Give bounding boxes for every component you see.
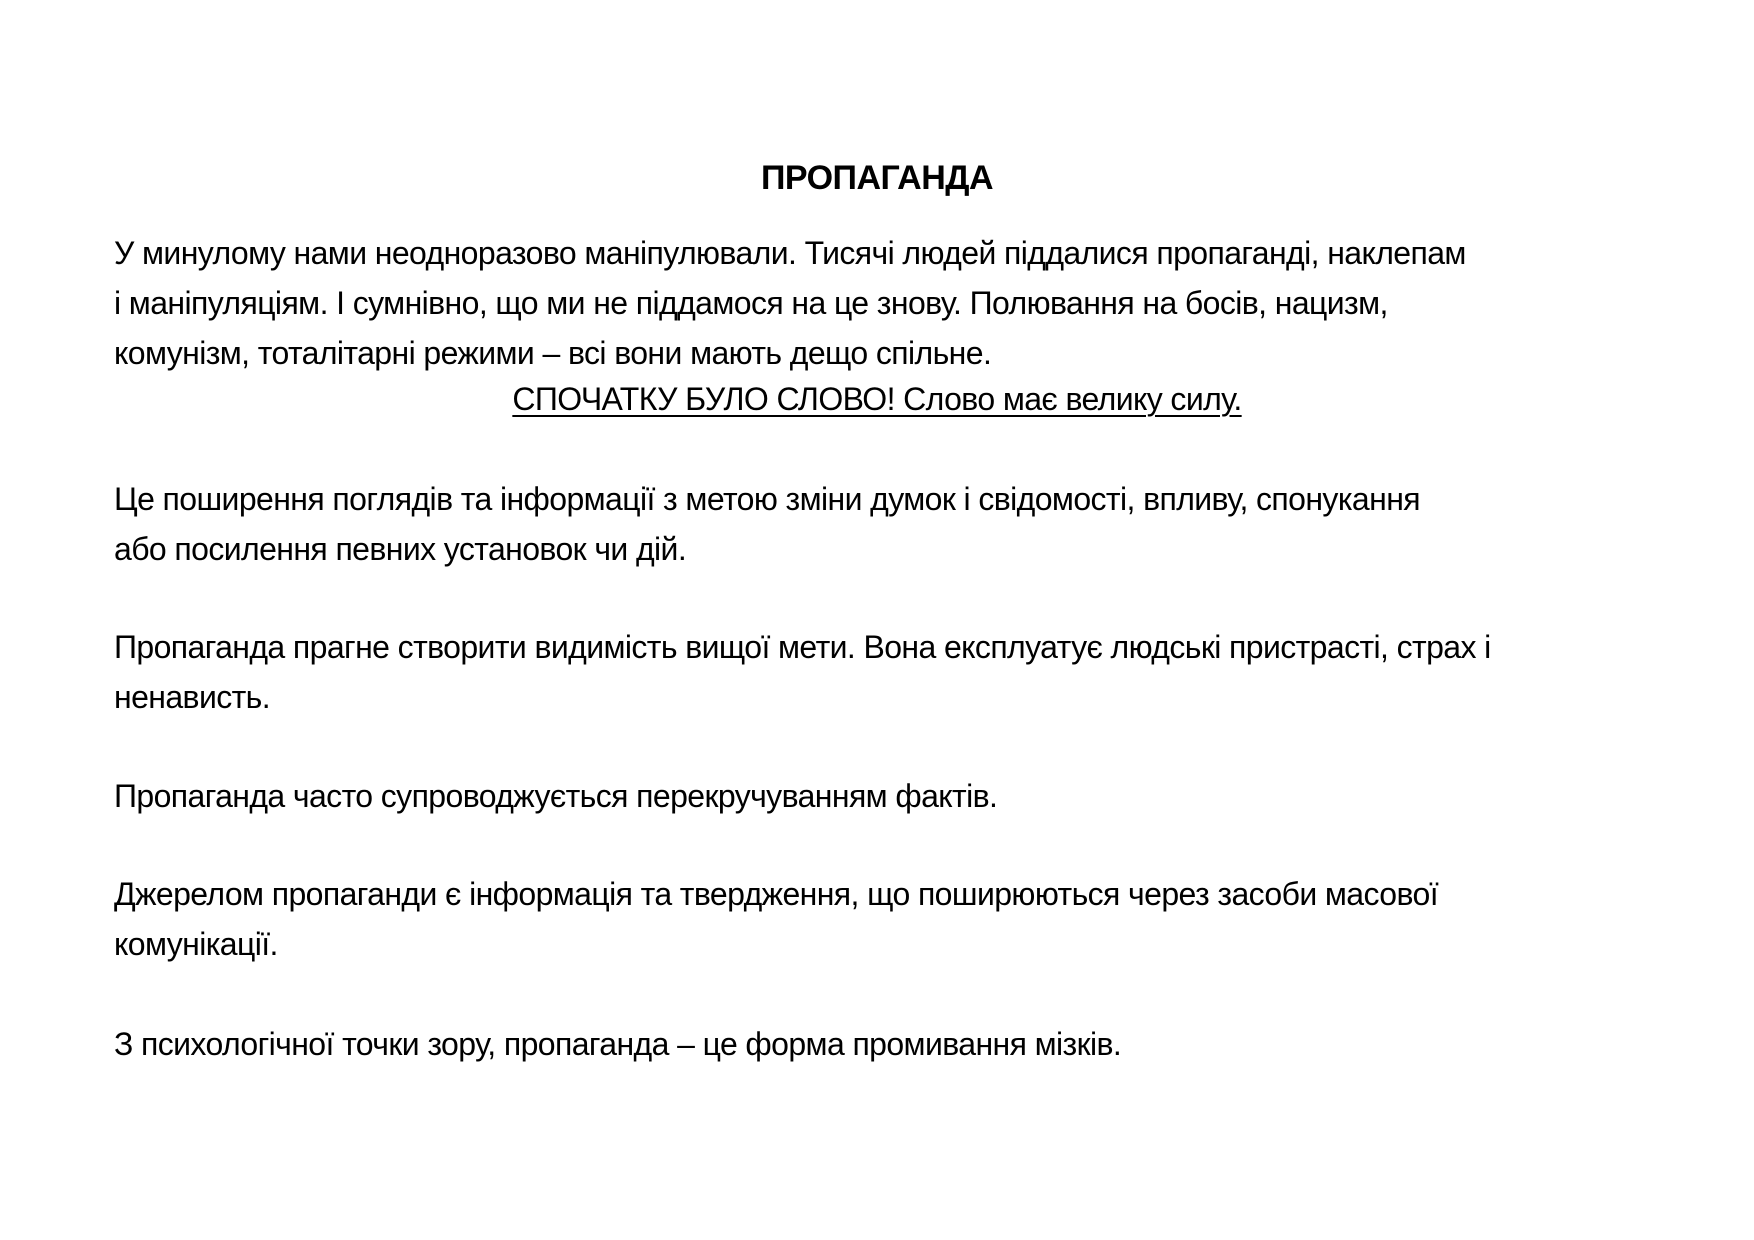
definition-paragraph	[114, 474, 1674, 574]
purpose-paragraph	[114, 622, 1674, 722]
source-line: Джерелом пропаганди є інформація та твердження, що поширюються через засоби масової	[114, 876, 1438, 912]
definition-line: або посилення певних установок чи дій.	[114, 531, 687, 567]
intro-line: комунізм, тоталітарні режими – всі вони мають дещо спільне.	[114, 335, 992, 371]
source-paragraph	[114, 869, 1674, 969]
page-title: ПРОПАГАНДА	[760, 159, 994, 197]
psychology-line: З психологічної точки зору, пропаганда – це форма промивання мізків.	[114, 1026, 1122, 1062]
distortion-line: Пропаганда часто супроводжується перекручуванням фактів.	[114, 778, 998, 814]
slogan	[0, 374, 1754, 424]
distortion-paragraph	[114, 771, 1674, 821]
purpose-line: ненависть.	[114, 679, 271, 715]
intro-paragraph	[114, 228, 1674, 378]
intro-line: У минулому нами неодноразово маніпулювали. Тисячі людей піддалися пропаганді, наклепам	[114, 235, 1466, 271]
psychology-paragraph	[114, 1019, 1674, 1069]
purpose-line: Пропаганда прагне створити видимість вищої мети. Вона експлуатує людські пристрасті, страх і	[114, 629, 1491, 665]
slogan-text: СПОЧАТКУ БУЛО СЛОВО! Слово має велику силу.	[512, 381, 1242, 417]
source-line: комунікації.	[114, 926, 278, 962]
intro-line: і маніпуляціям. І сумнівно, що ми не піддамося на це знову. Полювання на босів, нацизм,	[114, 285, 1388, 321]
definition-line: Це поширення поглядів та інформації з метою зміни думок і свідомості, впливу, спонукання	[114, 481, 1420, 517]
